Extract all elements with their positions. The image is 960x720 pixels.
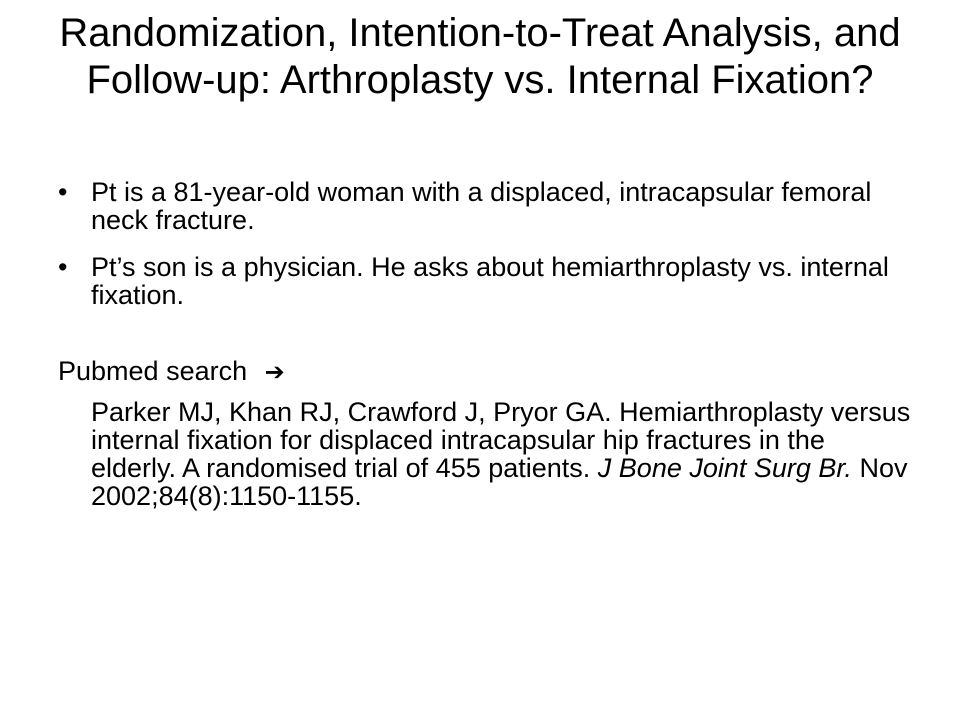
bullet-text: Pt’s son is a physician. He asks about hemiarthroplasty vs. internal fixation. [91, 252, 889, 310]
right-arrow-icon: ➔ [264, 359, 285, 386]
bullet-item [58, 178, 918, 234]
bullet-item [58, 253, 918, 309]
slide-title: Randomization, Intention-to-Treat Analysis, and Follow-up: Arthroplasty vs. Internal Fixation? [59, 11, 901, 102]
search-label: Pubmed search [58, 356, 248, 386]
bullet-list [58, 178, 918, 328]
bullet-icon: • [58, 177, 68, 207]
citation-details: Nov 2002;84(8):1150-1155. [91, 453, 908, 511]
citation-authors-title: Parker MJ, Khan RJ, Crawford J, Pryor GA. Hemiarthroplasty versus internal fixation for displaced intracapsular hip fractures in the elderly. A randomised trial of 455 patients. [91, 397, 911, 483]
bullet-icon: • [58, 252, 68, 282]
search-line [58, 357, 285, 387]
citation [91, 398, 911, 510]
citation-journal: J Bone Joint Surg Br. [597, 453, 852, 483]
bullet-text: Pt is a 81-year-old woman with a displaced, intracapsular femoral neck fracture. [91, 177, 872, 235]
